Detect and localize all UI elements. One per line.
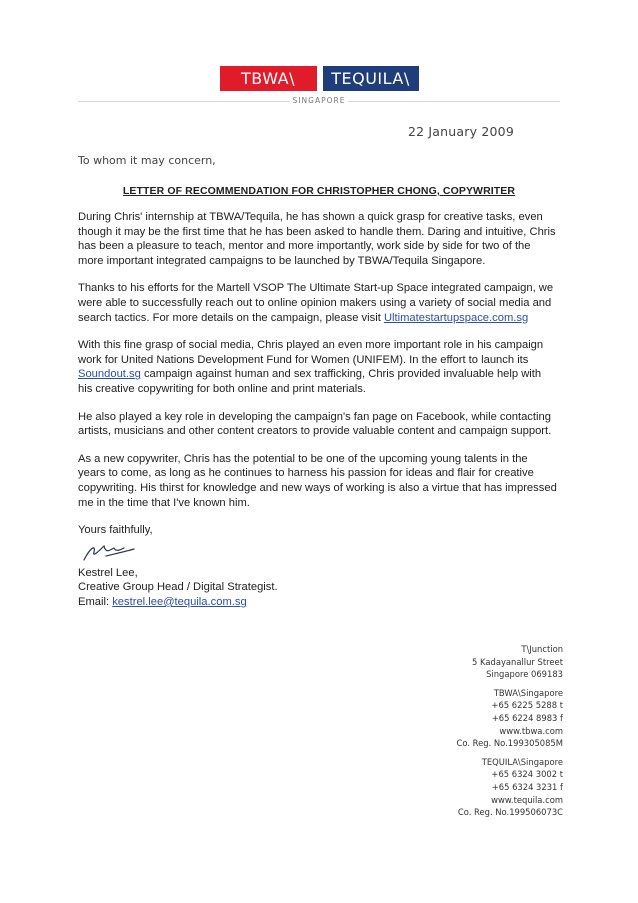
footer-tequila-line: +65 6324 3231 f: [491, 781, 563, 792]
paragraph-5: As a new copywriter, Chris has the potential to be one of the upcoming young talents in the years to come, as long as he continues to harness his passion for ideas and flair for creative copywriting. His thirst for knowledge and new ways of working is also a virtue that has impressed me in the time that I've known him.: [78, 452, 557, 509]
letterhead-rule-right: [348, 101, 560, 102]
footer-tbwa-line[interactable]: www.tbwa.com: [499, 725, 563, 736]
footer-tequila-line[interactable]: www.tequila.com: [491, 794, 563, 805]
tequila-logo: TEQUILA\: [323, 66, 419, 91]
footer-tequila-line: Co. Reg. No.199506073C: [457, 807, 563, 818]
footer-tbwa-line: +65 6225 5288 t: [491, 700, 563, 711]
closing: Yours faithfully,: [78, 524, 153, 537]
email-link[interactable]: kestrel.lee@tequila.com.sg: [112, 595, 247, 608]
letterhead-location: SINGAPORE: [292, 96, 346, 105]
letterhead-logo: [0, 66, 638, 91]
letter-body: [78, 210, 558, 609]
salutation: To whom it may concern,: [78, 154, 216, 167]
letter-date: 22 January 2009: [407, 124, 514, 139]
footer-address-line: Singapore 069183: [486, 669, 563, 680]
signature-block: [78, 523, 558, 609]
footer-address: [363, 643, 563, 681]
paragraph-2: [78, 281, 558, 325]
soundout-link[interactable]: Soundout.sg: [78, 368, 141, 381]
paragraph-3: [78, 338, 558, 396]
footer-tbwa: [363, 687, 563, 750]
footer-address-line: T\Junction: [521, 644, 563, 654]
footer-tequila: [363, 756, 563, 819]
signer-email-line: [78, 595, 558, 610]
signer-name: Kestrel Lee,: [78, 566, 138, 579]
footer-tbwa-line: +65 6224 8983 f: [491, 712, 563, 723]
footer-tequila-line: TEQUILA\Singapore: [481, 756, 563, 767]
signer-title: Creative Group Head / Digital Strategist.: [78, 581, 278, 594]
letter-subject: LETTER OF RECOMMENDATION FOR CHRISTOPHER CHONG, COPYWRITER: [122, 185, 516, 197]
footer-tequila-line: +65 6324 3002 t: [491, 769, 563, 780]
email-label: Email:: [78, 595, 110, 608]
letterhead-rule-left: [78, 101, 290, 102]
footer-tbwa-line: TBWA\Singapore: [493, 687, 563, 698]
footer-address-line: 5 Kadayanallur Street: [472, 656, 563, 667]
handwritten-signature-icon: [80, 540, 136, 566]
paragraph-3-text-before: With this fine grasp of social media, Chris played an even more important role in his campaign work for United Nations Development Fund for Women (UNIFEM). In the effort to launch its: [78, 339, 544, 366]
company-footer: [363, 643, 563, 825]
tbwa-logo: TBWA\: [220, 66, 317, 91]
footer-tbwa-line: Co. Reg. No.199305085M: [456, 738, 563, 749]
ultimatestartupspace-link[interactable]: Ultimatestartupspace.com.sg: [383, 311, 529, 324]
paragraph-1: During Chris' internship at TBWA/Tequila, he has shown a quick grasp for creative tasks, even though it may be the first time that he has been asked to handle them. Daring and intuitive, Chris has been a pleasure to teach, mentor and more importantly, work side by side for two of the more important integrated campaigns to be launched by TBWA/Tequila Singapore.: [78, 211, 556, 267]
paragraph-2-text: Thanks to his efforts for the Martell VSOP The Ultimate Start-up Space integrated campaign, we were able to successfully reach out to online opinion makers using a variety of social media and search tactics. For more details on the campaign, please visit: [78, 282, 554, 324]
paragraph-3-text-after: campaign against human and sex trafficking, Chris provided invaluable help with his creative copywriting for both online and print materials.: [78, 368, 542, 395]
paragraph-4: He also played a key role in developing the campaign's fan page on Facebook, while contacting artists, musicians and other content creators to provide valuable content and campaign support.: [78, 410, 552, 438]
